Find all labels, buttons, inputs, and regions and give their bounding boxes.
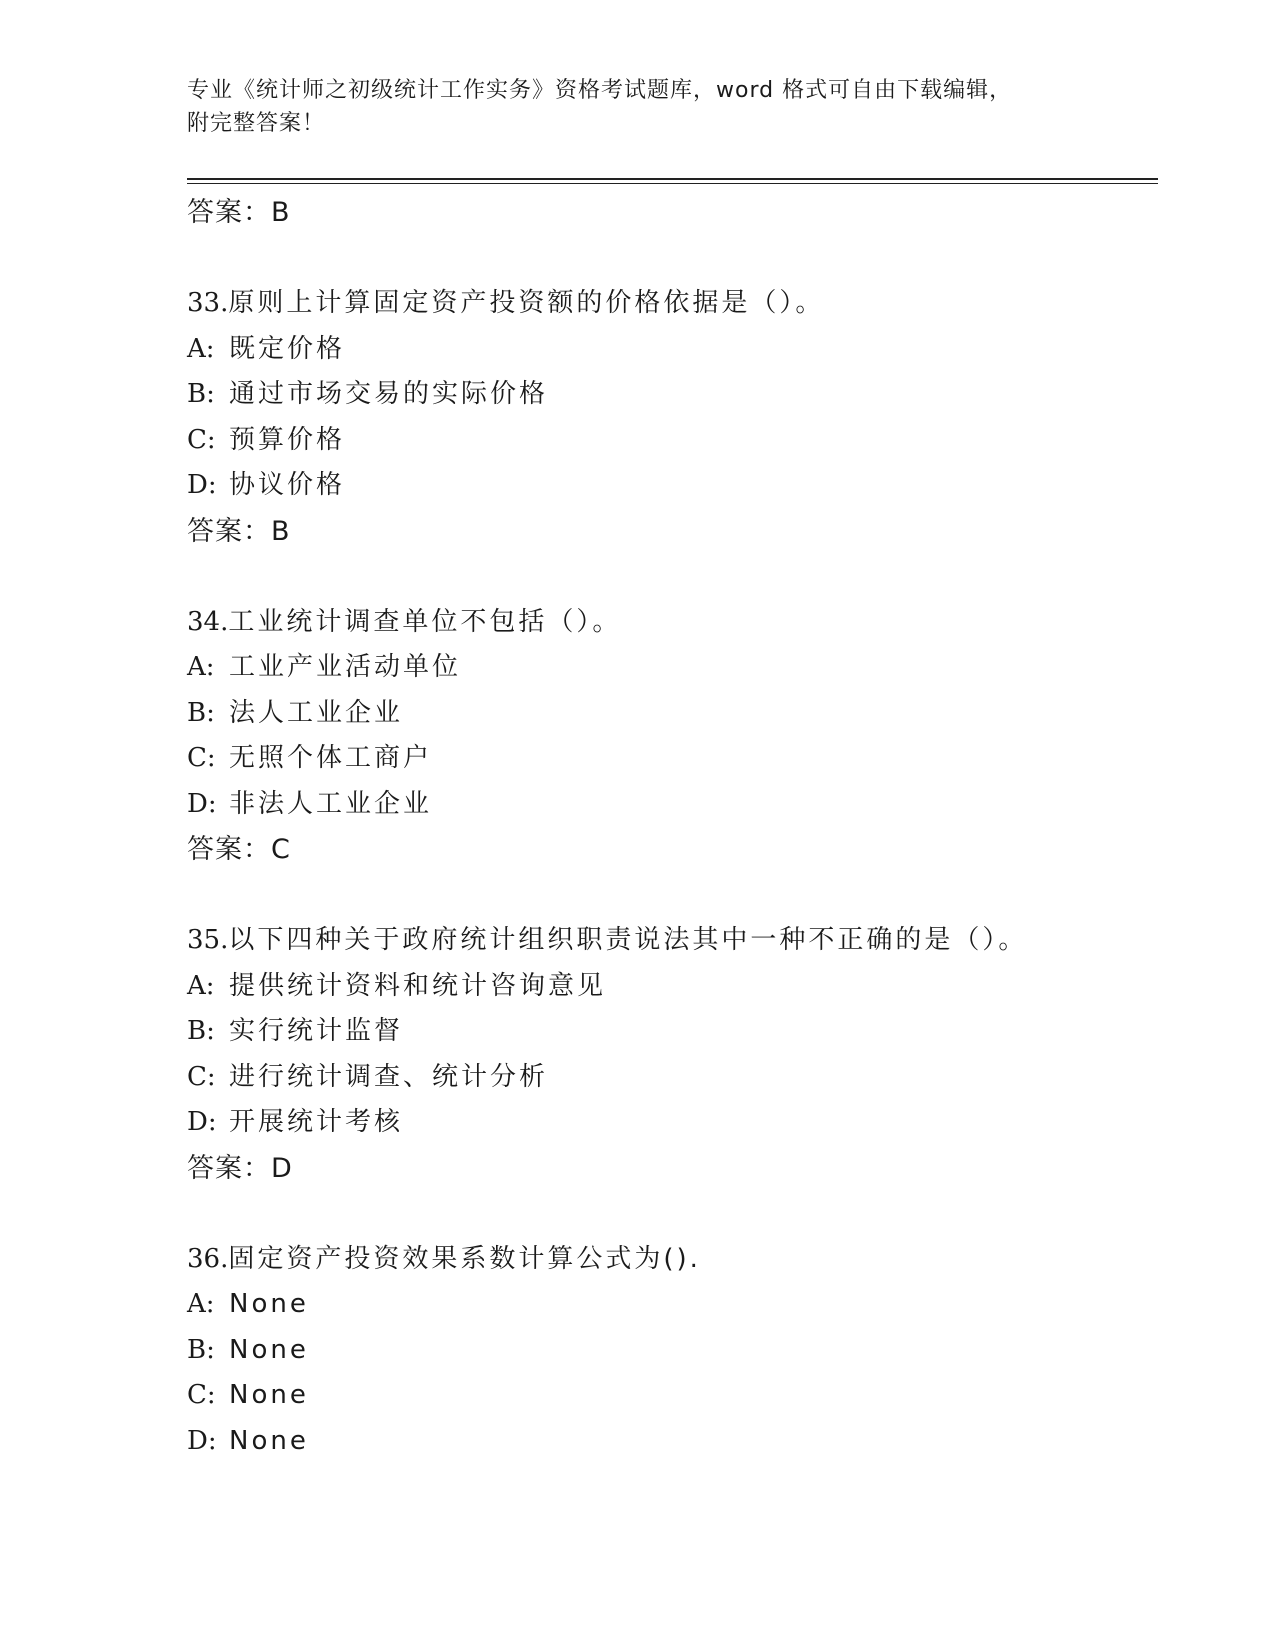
option-d <box>187 782 1158 828</box>
question-text <box>187 1237 1158 1283</box>
question-stem: 以下四种关于政府统计组织职责说法其中一种不正确的是（）。 <box>228 925 1028 955</box>
option-text: 进行统计调查、统计分析 <box>229 1061 549 1092</box>
option-letter: A: <box>187 652 215 682</box>
header-line-1: 专业《统计师之初级统计工作实务》资格考试题库，word 格式可自由下载编辑， <box>187 78 1013 103</box>
option-letter: C: <box>187 1380 216 1410</box>
option-b <box>187 1009 1158 1055</box>
option-text: None <box>229 1425 309 1456</box>
option-text: 通过市场交易的实际价格 <box>229 379 549 409</box>
option-d <box>187 1100 1158 1146</box>
question-stem: 原则上计算固定资产投资额的价格依据是（）。 <box>228 288 825 318</box>
option-c <box>187 736 1158 782</box>
option-letter: D: <box>187 788 217 819</box>
header-divider-thick <box>187 178 1158 180</box>
header-line-2: 附完整答案！ <box>187 111 326 136</box>
option-text: 既定价格 <box>229 333 346 364</box>
option-letter: B: <box>187 379 215 409</box>
document-header <box>187 74 1087 140</box>
question-block <box>187 281 1158 555</box>
option-letter: B: <box>187 1334 215 1365</box>
question-text <box>187 600 1158 646</box>
answer-label: 答案：B <box>187 515 291 547</box>
question-block <box>187 918 1158 1192</box>
question-number: 35. <box>187 925 229 955</box>
question-stem: 工业统计调查单位不包括（）。 <box>228 606 622 637</box>
option-a <box>187 1282 1158 1328</box>
option-letter: B: <box>187 1016 215 1046</box>
option-text: None <box>229 1334 309 1365</box>
question-text <box>187 281 1158 327</box>
option-text: 法人工业企业 <box>229 697 404 728</box>
option-text: None <box>229 1289 309 1319</box>
option-letter: D: <box>187 1107 217 1137</box>
option-b <box>187 372 1158 418</box>
option-letter: C: <box>187 424 216 455</box>
option-a <box>187 964 1158 1010</box>
question-number: 36. <box>187 1243 229 1274</box>
question-block <box>187 600 1158 874</box>
question-stem: 固定资产投资效果系数计算公式为(). <box>228 1243 701 1274</box>
option-d <box>187 1419 1158 1465</box>
option-letter: C: <box>187 1061 216 1092</box>
option-b <box>187 691 1158 737</box>
option-text: 非法人工业企业 <box>229 788 433 819</box>
option-letter: A: <box>187 333 215 364</box>
answer-label: 答案：D <box>187 1152 293 1184</box>
option-text: None <box>229 1380 309 1410</box>
option-c <box>187 418 1158 464</box>
option-letter: A: <box>187 1289 215 1319</box>
option-letter: D: <box>187 1425 217 1456</box>
option-c <box>187 1373 1158 1419</box>
question-list <box>187 190 1158 1464</box>
option-text: 预算价格 <box>229 424 346 455</box>
option-text: 实行统计监督 <box>229 1016 404 1046</box>
option-letter: D: <box>187 470 217 500</box>
option-text: 无照个体工商户 <box>229 743 433 773</box>
header-divider-thin <box>187 183 1158 184</box>
question-text <box>187 918 1158 964</box>
option-letter: C: <box>187 743 216 773</box>
option-letter: B: <box>187 697 215 728</box>
question-number: 34. <box>187 606 229 637</box>
option-d <box>187 463 1158 509</box>
option-text: 开展统计考核 <box>229 1107 404 1137</box>
option-text: 工业产业活动单位 <box>229 652 462 682</box>
option-text: 协议价格 <box>229 470 346 500</box>
question-block <box>187 1237 1158 1465</box>
option-c <box>187 1055 1158 1101</box>
option-letter: A: <box>187 970 215 1001</box>
option-a <box>187 327 1158 373</box>
answer-label: 答案：C <box>187 834 291 865</box>
option-b <box>187 1328 1158 1374</box>
question-number: 33. <box>187 288 229 318</box>
option-a <box>187 645 1158 691</box>
answer-label: 答案：B <box>187 197 291 228</box>
option-text: 提供统计资料和统计咨询意见 <box>229 970 607 1001</box>
